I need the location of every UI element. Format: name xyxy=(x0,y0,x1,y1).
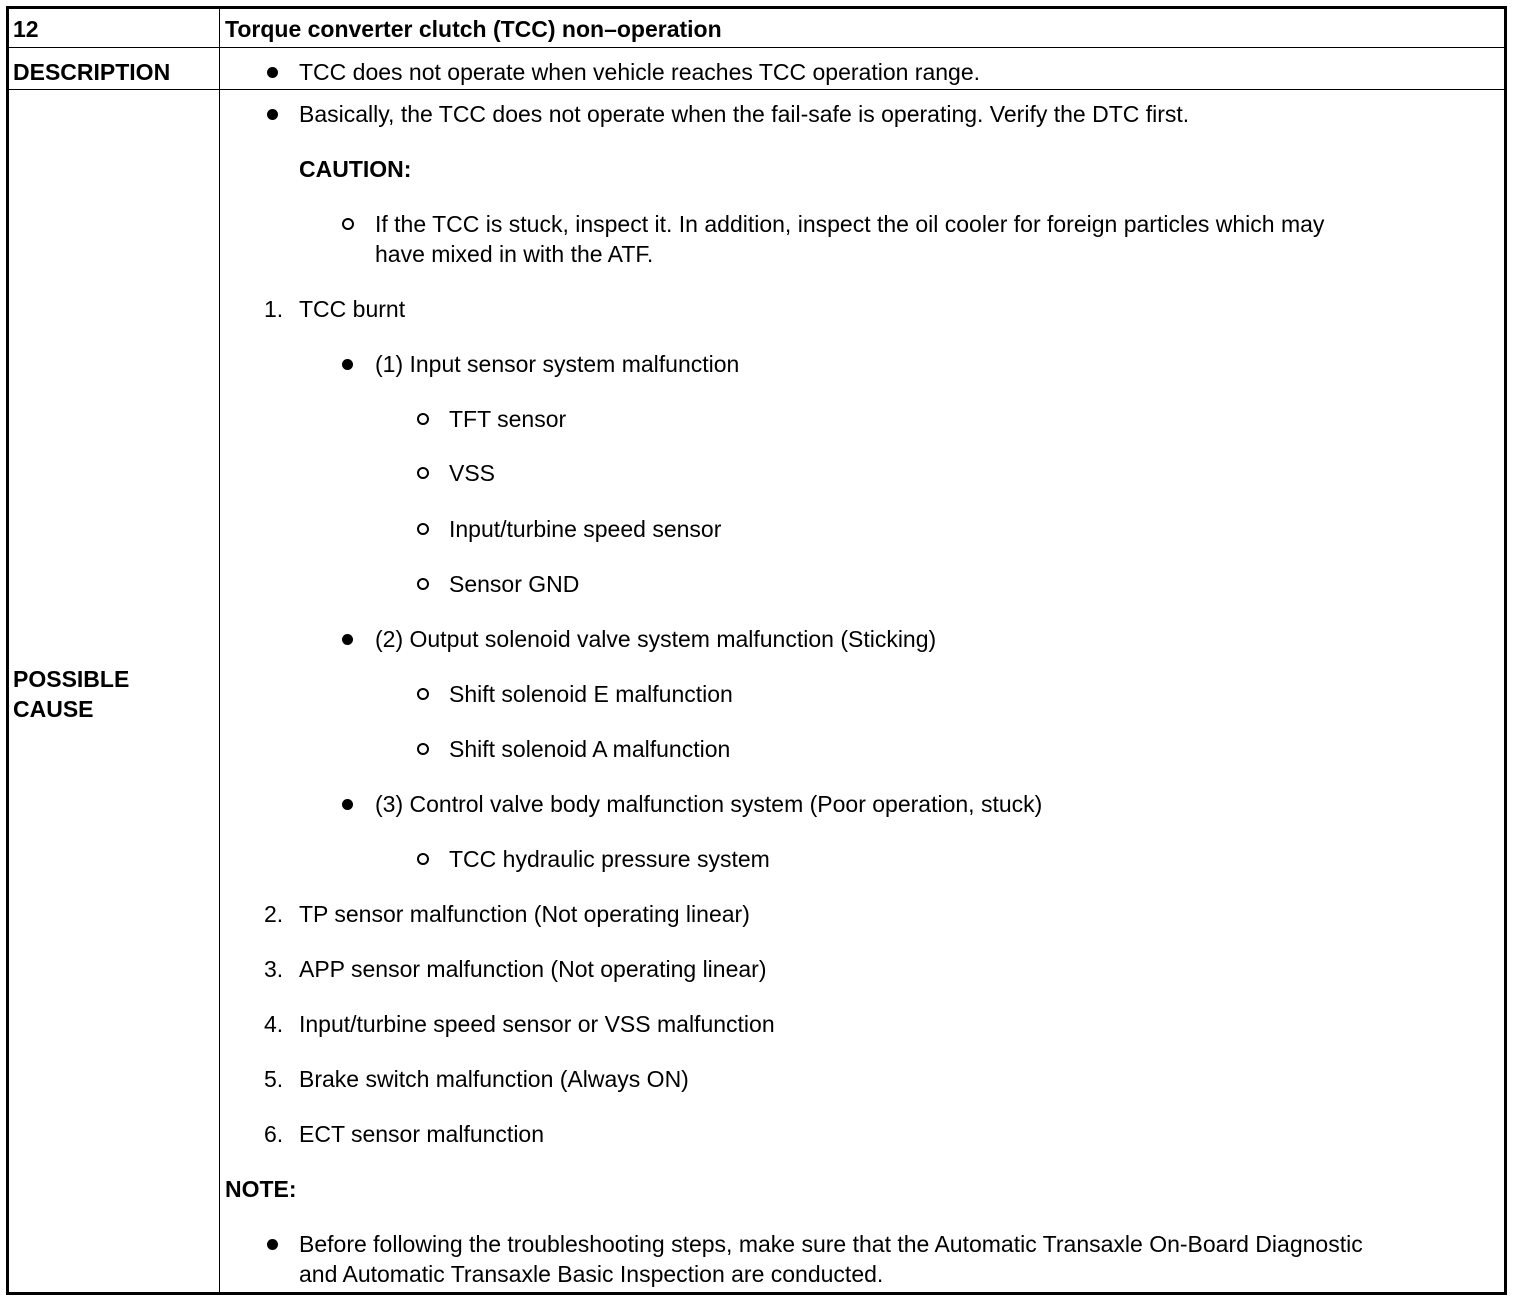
item-number: 3. xyxy=(264,956,284,982)
item-text: APP sensor malfunction (Not operating linear) xyxy=(299,956,767,982)
item-number: 6. xyxy=(264,1121,284,1147)
ring-bullet-icon xyxy=(417,853,429,865)
item-number: 2. xyxy=(264,901,284,927)
item-text: TCC burnt xyxy=(299,296,406,322)
ring-bullet-icon xyxy=(417,523,429,535)
ring-bullet-icon xyxy=(417,688,429,700)
ring-bullet-icon xyxy=(417,743,429,755)
possible-cause-label: POSSIBLE xyxy=(13,666,130,692)
ring-bullet-icon xyxy=(342,218,354,230)
row-divider xyxy=(9,89,1504,90)
item-number: 5. xyxy=(264,1066,284,1092)
note-text-2: and Automatic Transaxle Basic Inspection are conducted. xyxy=(299,1261,884,1287)
bullet-icon xyxy=(267,67,278,78)
item-text: Brake switch malfunction (Always ON) xyxy=(299,1066,689,1092)
item-number: 4. xyxy=(264,1011,284,1037)
sub-sub-item-text: VSS xyxy=(449,460,496,486)
symptom-title: Torque converter clutch (TCC) non–operation xyxy=(225,16,722,42)
caution-text-2: have mixed in with the ATF. xyxy=(375,241,654,267)
item-number: 1. xyxy=(264,296,284,322)
sub-sub-item-text: Shift solenoid E malfunction xyxy=(449,681,733,707)
note-label: NOTE: xyxy=(225,1176,297,1202)
item-text: TP sensor malfunction (Not operating linear) xyxy=(299,901,750,927)
intro-text: Basically, the TCC does not operate when the fail-safe is operating. Verify the DTC first. xyxy=(299,101,1190,127)
sub-sub-item-text: Sensor GND xyxy=(449,571,580,597)
bullet-icon xyxy=(342,634,353,645)
bullet-icon xyxy=(342,359,353,370)
possible-cause-label-2: CAUSE xyxy=(13,696,94,722)
bullet-icon xyxy=(342,799,353,810)
description-label: DESCRIPTION xyxy=(13,59,171,85)
caution-text: If the TCC is stuck, inspect it. In addition, inspect the oil cooler for foreign particles which may xyxy=(375,211,1325,237)
sub-item-text: (1) Input sensor system malfunction xyxy=(375,351,740,377)
sub-sub-item-text: Shift solenoid A malfunction xyxy=(449,736,731,762)
sub-sub-item-text: TCC hydraulic pressure system xyxy=(449,846,770,872)
symptom-number: 12 xyxy=(13,16,39,42)
ring-bullet-icon xyxy=(417,467,429,479)
item-text: Input/turbine speed sensor or VSS malfunction xyxy=(299,1011,775,1037)
sub-item-text: (2) Output solenoid valve system malfunction (Sticking) xyxy=(375,626,937,652)
note-text: Before following the troubleshooting steps, make sure that the Automatic Transaxle On-Board Diagnostic xyxy=(299,1231,1363,1257)
ring-bullet-icon xyxy=(417,413,429,425)
ring-bullet-icon xyxy=(417,578,429,590)
sub-item-text: (3) Control valve body malfunction system (Poor operation, stuck) xyxy=(375,791,1043,817)
caution-label: CAUTION: xyxy=(299,156,412,182)
description-text: TCC does not operate when vehicle reaches TCC operation range. xyxy=(299,59,981,85)
bullet-icon xyxy=(267,109,278,120)
column-divider xyxy=(219,9,220,1292)
sub-sub-item-text: Input/turbine speed sensor xyxy=(449,516,722,542)
item-text: ECT sensor malfunction xyxy=(299,1121,545,1147)
row-divider xyxy=(9,47,1504,48)
bullet-icon xyxy=(267,1239,278,1250)
sub-sub-item-text: TFT sensor xyxy=(449,406,567,432)
